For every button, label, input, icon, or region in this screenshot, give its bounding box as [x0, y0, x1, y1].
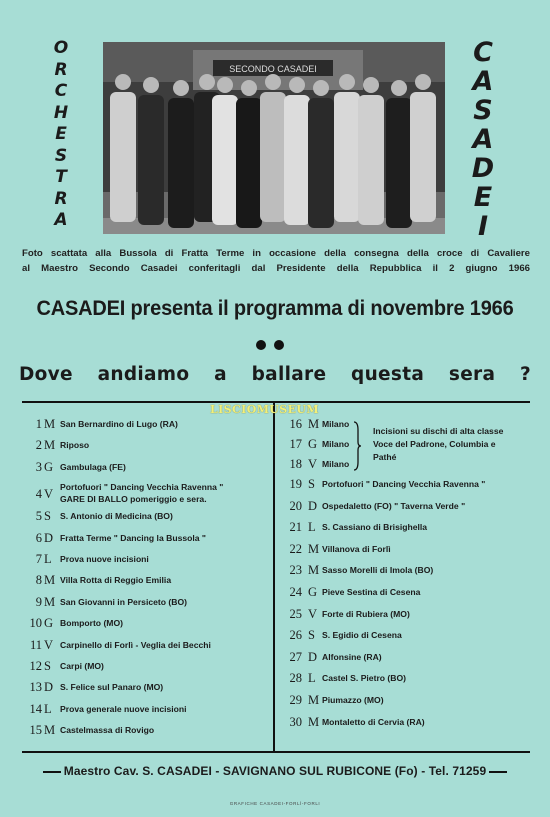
day-number: 24 — [289, 584, 302, 599]
day-number: 30 — [289, 714, 302, 729]
program-row — [22, 721, 270, 742]
weekday-letter: M — [44, 438, 56, 453]
program-row — [282, 648, 530, 670]
vertical-letter: T — [55, 167, 67, 187]
program-row — [22, 458, 270, 479]
photo-person-body — [284, 95, 310, 225]
weekday-letter: D — [308, 649, 318, 664]
day-number: 18 — [289, 457, 302, 471]
program-row — [282, 561, 530, 583]
venue-name: Portofuori " Dancing Vecchia Ravenna " GARE DI BALLO pomeriggio e sera. — [60, 482, 224, 505]
venue-name: Alfonsine (RA) — [322, 651, 382, 662]
day-number: 2 — [35, 438, 42, 453]
program-row — [282, 475, 530, 497]
day-number: 14 — [29, 701, 42, 716]
venue-name: San Giovanni in Persiceto (BO) — [60, 596, 188, 607]
program-row — [282, 713, 530, 735]
photo-person-body — [236, 98, 262, 228]
weekday-letter: M — [44, 573, 56, 588]
venue-name: S. Antonio di Medicina (BO) — [60, 511, 173, 522]
program-row — [22, 636, 270, 657]
photo-person-head — [265, 74, 281, 90]
day-number: 12 — [29, 658, 42, 673]
program-row — [22, 614, 270, 635]
program-row — [22, 529, 270, 550]
weekday-letter: G — [44, 616, 54, 631]
separator-dots — [256, 337, 292, 355]
venue-name: Forte di Rubiera (MO) — [322, 608, 410, 619]
bottom-rule — [22, 751, 530, 753]
day-number: 13 — [29, 680, 42, 695]
weekday-letter: G — [308, 584, 318, 599]
program-row — [282, 518, 530, 540]
weekday-letter: M — [44, 723, 56, 738]
vertical-letter: R — [54, 59, 68, 80]
venue-name: S. Felice sul Panaro (MO) — [60, 682, 164, 693]
venue-name: Sasso Morelli di Imola (BO) — [322, 565, 434, 576]
vertical-letter: O — [53, 38, 69, 58]
venue-name: Prova generale nuove incisioni — [60, 703, 187, 714]
day-number: 28 — [289, 671, 302, 686]
vertical-letter: C — [54, 81, 68, 101]
milano-recording-note — [373, 425, 533, 464]
day-number: 21 — [289, 520, 302, 535]
day-number: 11 — [29, 637, 42, 652]
program-row — [22, 571, 270, 592]
photo-person-head — [217, 77, 233, 93]
photo-person-head — [363, 77, 379, 93]
day-number: 19 — [289, 477, 302, 491]
photo-person-body — [334, 92, 360, 222]
venue-name: Montaletto di Cervia (RA) — [322, 716, 425, 727]
program-row — [22, 700, 270, 721]
photo-person-body — [358, 95, 384, 225]
weekday-letter: S — [44, 658, 51, 673]
weekday-letter: M — [44, 417, 56, 431]
photo-caption — [22, 246, 530, 276]
day-number: 15 — [29, 723, 42, 738]
vertical-letter: C — [473, 37, 493, 68]
vertical-letter: E — [473, 182, 493, 213]
day-number: 9 — [35, 594, 42, 609]
casadei-vertical-title — [466, 38, 500, 241]
photo-banner-text: SECONDO CASADEI — [229, 64, 317, 74]
weekday-letter: V — [308, 606, 318, 621]
weekday-letter: G — [44, 459, 54, 474]
day-number: 25 — [289, 606, 302, 621]
photo-person-head — [199, 74, 215, 90]
weekday-letter: V — [44, 637, 54, 652]
venue-name: Carpi (MO) — [60, 660, 104, 671]
program-row — [282, 583, 530, 605]
weekday-letter: D — [44, 680, 54, 695]
weekday-letter: M — [308, 541, 320, 556]
vertical-letter: R — [54, 188, 68, 209]
venue-name: Portofuori " Dancing Vecchia Ravenna " — [322, 479, 486, 489]
venue-name: Piumazzo (MO) — [322, 694, 384, 705]
photo-person-head — [313, 80, 329, 96]
note-line-3: Pathé — [373, 452, 397, 462]
day-number: 10 — [29, 616, 42, 631]
photo-person-body — [168, 98, 194, 228]
weekday-letter: V — [44, 487, 54, 502]
venue-name: S. Cassiano di Brisighella — [322, 522, 428, 533]
photo-person-body — [410, 92, 436, 222]
program-row — [282, 669, 530, 691]
weekday-letter: G — [308, 437, 318, 451]
page-subline: Dove andiamo a ballare questa sera ? — [18, 364, 532, 385]
photo-person-body — [138, 95, 164, 225]
weekday-letter: L — [308, 671, 316, 686]
program-row — [22, 415, 270, 436]
photo-person-head — [339, 74, 355, 90]
venue-name: Riposo — [60, 440, 90, 451]
vertical-letter: H — [53, 102, 69, 123]
program-left-column — [22, 415, 270, 742]
program-row — [22, 479, 270, 507]
day-number: 16 — [289, 417, 302, 431]
weekday-letter: V — [308, 457, 318, 471]
vertical-letter: E — [55, 124, 67, 144]
orchestra-group-photo — [103, 42, 445, 234]
weekday-letter: M — [308, 563, 320, 578]
day-number: 1 — [35, 417, 42, 431]
photo-person-head — [241, 80, 257, 96]
photo-person-body — [110, 92, 136, 222]
vertical-letter: A — [472, 124, 494, 155]
day-number: 26 — [289, 628, 302, 643]
day-number: 20 — [289, 498, 302, 513]
weekday-letter: M — [308, 417, 320, 431]
photo-person-head — [415, 74, 431, 90]
note-line-2: Voce del Padrone, Columbia e — [373, 439, 496, 449]
weekday-letter: L — [44, 551, 52, 566]
photo-person-head — [143, 77, 159, 93]
venue-name: Carpinello di Forlì - Veglia dei Becchi — [60, 639, 211, 650]
day-number: 27 — [289, 649, 302, 664]
venue-name: Milano — [322, 459, 350, 469]
program-row — [22, 550, 270, 571]
weekday-letter: D — [44, 530, 54, 545]
venue-name: Prova nuove incisioni — [60, 553, 149, 564]
program-row — [282, 497, 530, 519]
day-number: 6 — [35, 530, 42, 545]
venue-name: Milano — [322, 439, 350, 449]
venue-name: S. Egidio di Cesena — [322, 630, 402, 641]
venue-name: Gambulaga (FE) — [60, 461, 126, 472]
venue-name: Villanova di Forlì — [322, 543, 391, 554]
footer-text: Maestro Cav. S. CASADEI - SAVIGNANO SUL RUBICONE (Fo) - Tel. 71259 — [63, 764, 487, 778]
weekday-letter: M — [308, 692, 320, 707]
weekday-letter: L — [308, 520, 316, 535]
program-row — [282, 691, 530, 713]
venue-name: Milano — [322, 419, 350, 429]
weekday-letter: S — [308, 628, 315, 643]
venue-name: Castelmassa di Rovigo — [60, 725, 155, 736]
printer-credit: GRAFICHE CASADEI-FORLÌ-FORLI — [229, 801, 321, 806]
program-row — [22, 436, 270, 457]
weekday-letter: S — [44, 509, 51, 524]
day-number: 8 — [35, 573, 42, 588]
vertical-letter: S — [473, 95, 493, 126]
orchestra-vertical-title — [44, 38, 78, 232]
footer-address — [0, 764, 550, 778]
venue-name: Ospedaletto (FO) " Taverna Verde " — [322, 500, 466, 511]
weekday-letter: M — [308, 714, 320, 729]
weekday-letter: M — [44, 594, 56, 609]
vertical-letter: D — [471, 153, 495, 184]
venue-name: San Bernardino di Lugo (RA) — [60, 419, 178, 429]
day-number: 22 — [289, 541, 302, 556]
program-row — [22, 507, 270, 528]
photo-person-head — [115, 74, 131, 90]
caption-line-1: Foto scattata alla Bussola di Fratta Terme in occasione della consegna della croce di Cavaliere — [22, 248, 530, 259]
photo-person-head — [391, 80, 407, 96]
photo-person-body — [212, 95, 238, 225]
weekday-letter: D — [308, 498, 318, 513]
day-number: 5 — [35, 509, 42, 524]
vertical-letter: A — [472, 66, 494, 97]
program-row — [282, 626, 530, 648]
photo-person-body — [260, 92, 286, 222]
lisciomuseum-watermark: LISCIOMUSEUM — [210, 403, 319, 416]
program-row — [22, 657, 270, 678]
venue-name: Fratta Terme " Dancing la Bussola " — [60, 532, 207, 543]
vertical-letter: S — [54, 145, 68, 166]
photo-person-body — [308, 98, 334, 228]
day-number: 29 — [289, 692, 302, 707]
venue-name: Villa Rotta di Reggio Emilia — [60, 575, 172, 586]
program-row — [282, 605, 530, 627]
venue-name: Bomporto (MO) — [60, 618, 124, 629]
weekday-letter: S — [308, 477, 315, 491]
program-row — [282, 540, 530, 562]
note-line-1: Incisioni su dischi di alta classe — [373, 426, 504, 436]
photo-person-head — [173, 80, 189, 96]
vertical-letter: I — [477, 211, 489, 242]
caption-line-2: al Maestro Secondo Casadei conferitagli dal Presidente della Repubblica il 2 giugno 1966 — [22, 263, 530, 274]
day-number: 7 — [35, 551, 42, 566]
day-number: 17 — [289, 437, 302, 451]
day-number: 23 — [289, 563, 302, 578]
weekday-letter: L — [44, 701, 52, 716]
column-divider — [273, 401, 275, 751]
program-row — [22, 678, 270, 699]
photo-person-body — [386, 98, 412, 228]
day-number: 3 — [35, 459, 42, 474]
venue-name: Pieve Sestina di Cesena — [322, 586, 421, 597]
day-number: 4 — [35, 487, 42, 502]
photo-person-head — [289, 77, 305, 93]
program-row — [22, 593, 270, 614]
venue-name: Castel S. Pietro (BO) — [322, 673, 407, 684]
vertical-letter: A — [54, 210, 68, 230]
milano-brace — [352, 420, 362, 472]
page-headline: CASADEI presenta il programma di novembre 1966 — [36, 296, 514, 320]
